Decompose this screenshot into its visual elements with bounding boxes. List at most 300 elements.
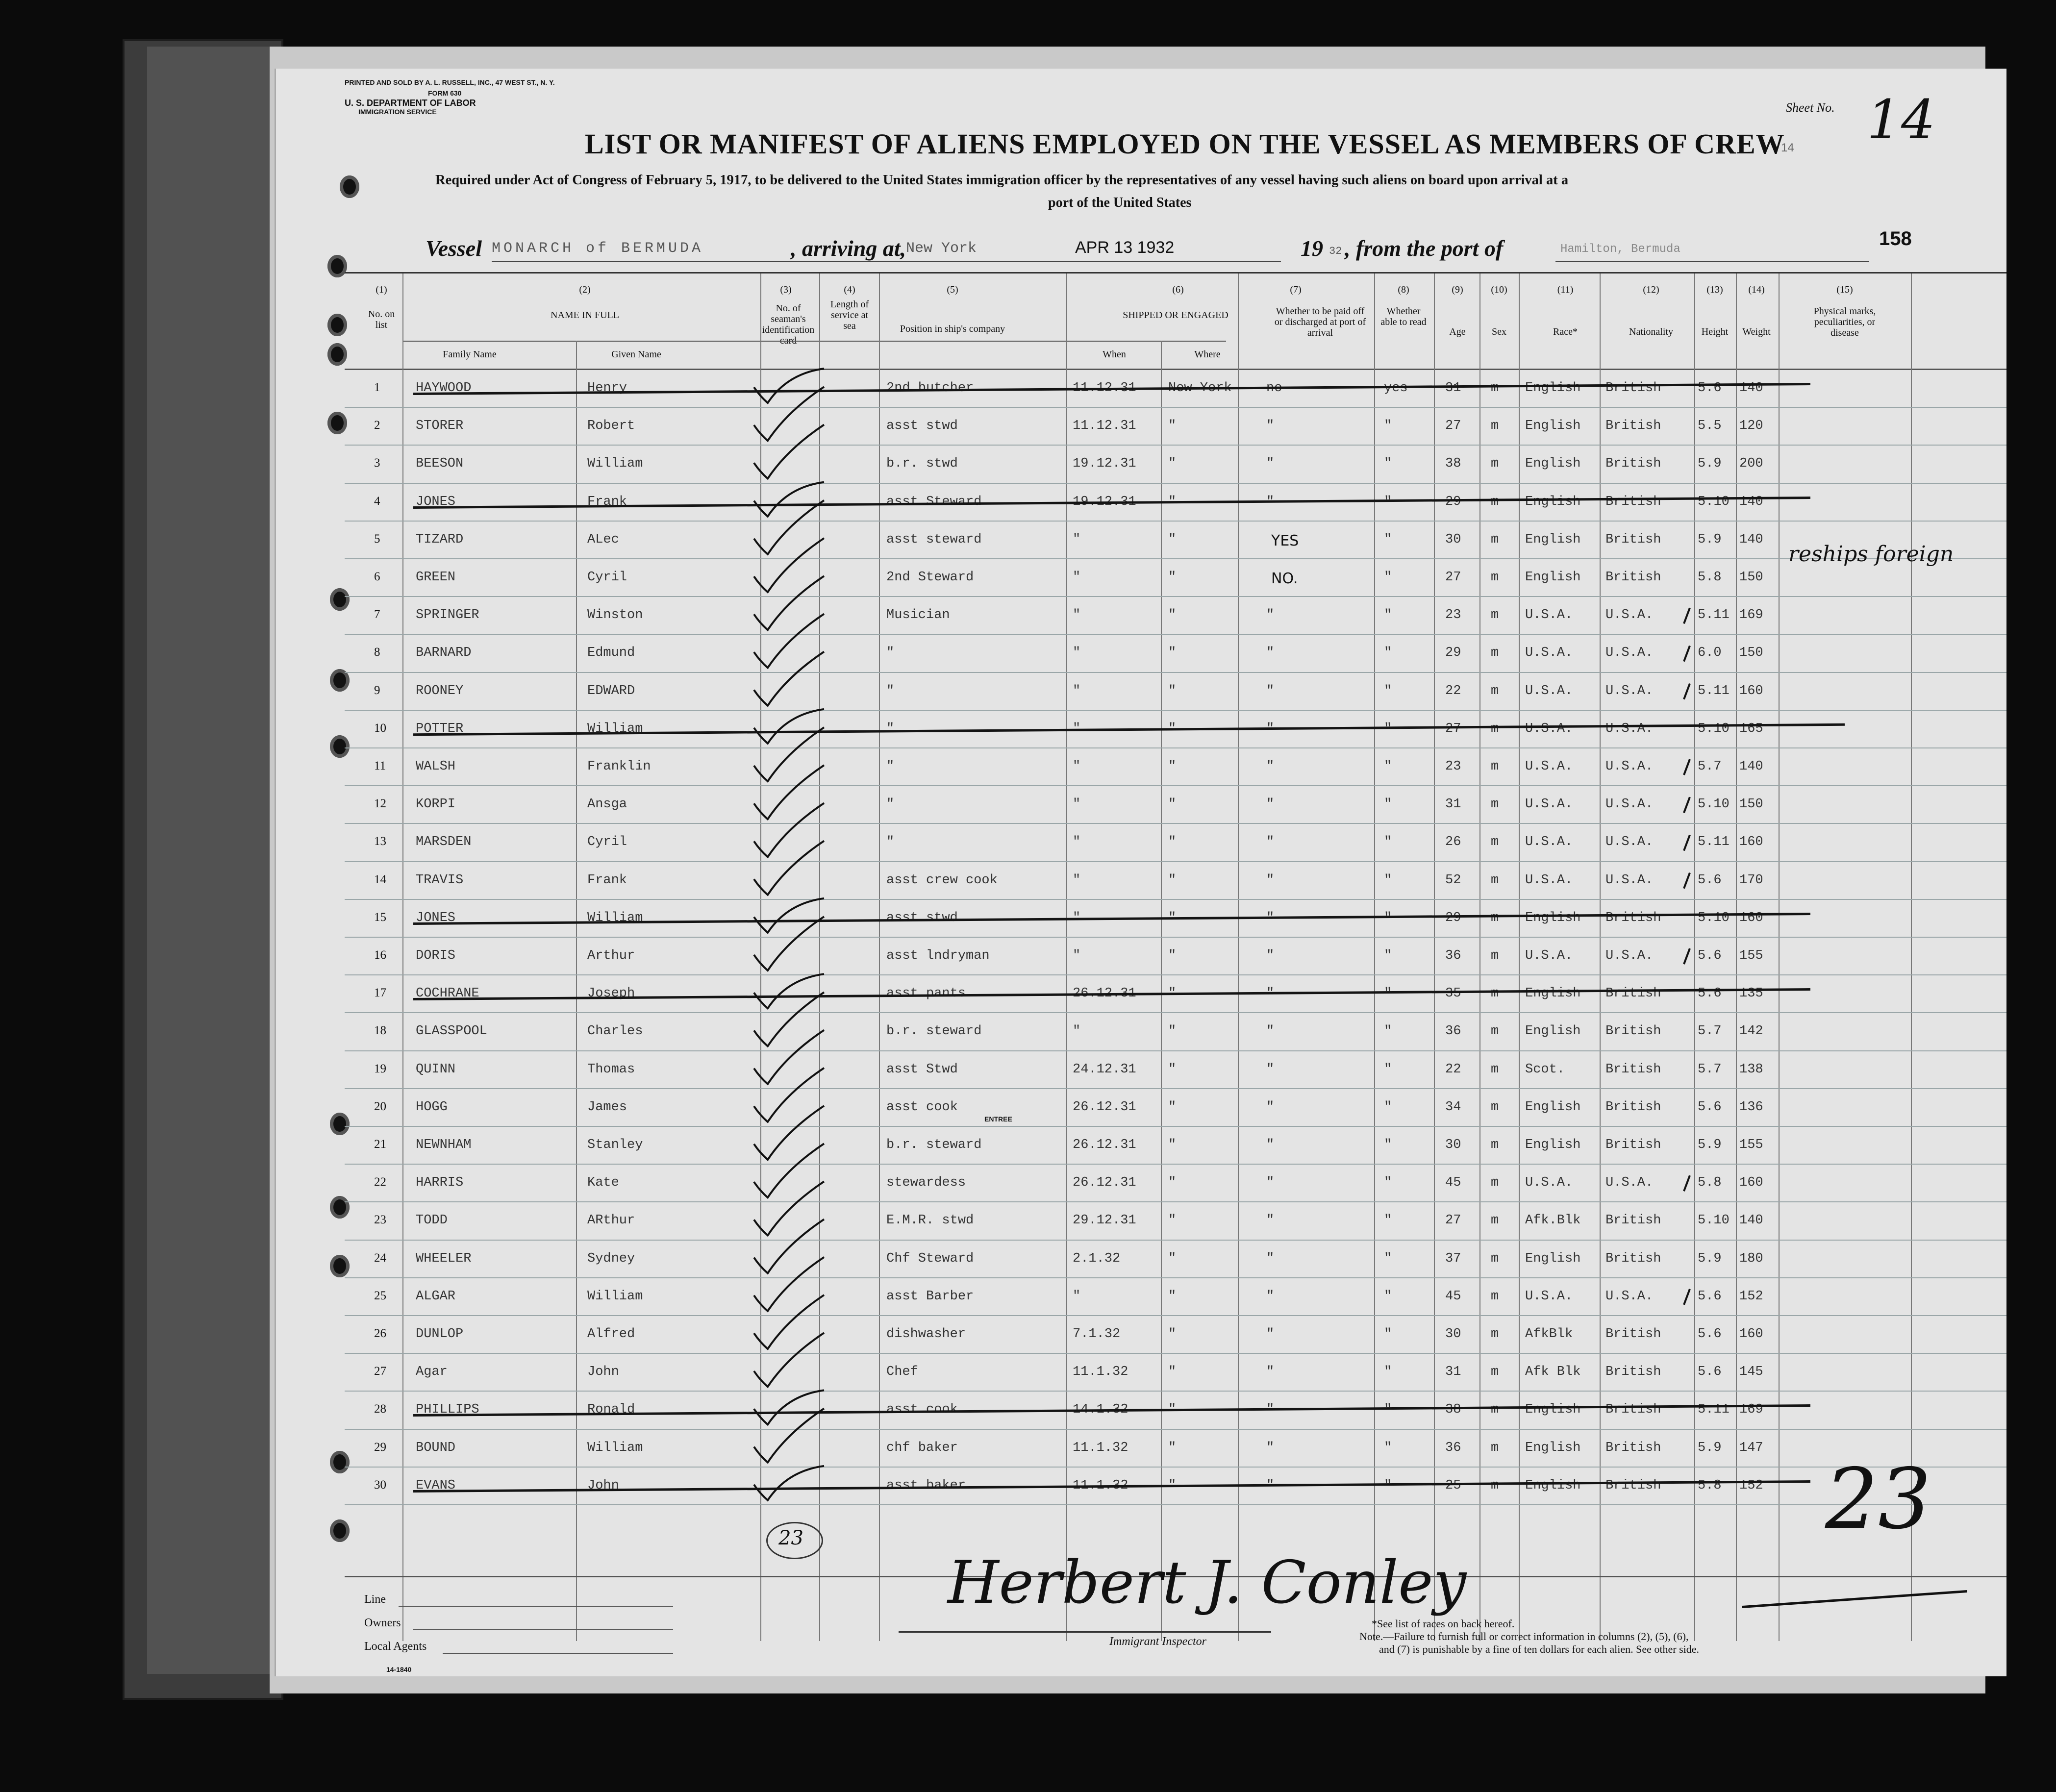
- cell-position: asst Stwd: [886, 1062, 958, 1077]
- cell-sex: m: [1491, 570, 1499, 585]
- cell-weight: 145: [1739, 1365, 1763, 1380]
- col10-number: (10): [1491, 284, 1507, 295]
- cell-where: ": [1168, 1213, 1177, 1228]
- cell-sex: m: [1491, 1062, 1499, 1077]
- cell-height: 5.9: [1698, 1251, 1722, 1266]
- cell-paid: ": [1266, 683, 1275, 698]
- cell-family: MARSDEN: [416, 835, 472, 850]
- cell-height: 5.8: [1698, 1478, 1722, 1493]
- cell-given: Frank: [587, 494, 627, 509]
- cell-when: 2.1.32: [1073, 1251, 1121, 1266]
- cell-when: ": [1073, 683, 1081, 698]
- cell-race: U.S.A.: [1525, 608, 1573, 623]
- cell-family: GREEN: [416, 570, 456, 585]
- vessel-label: Vessel: [426, 236, 482, 261]
- cell-where: ": [1168, 910, 1177, 925]
- cell-no: 6: [374, 570, 380, 583]
- cell-where: ": [1168, 1478, 1177, 1493]
- cell-given: William: [587, 1440, 643, 1455]
- cell-position: Musician: [886, 608, 950, 623]
- cell-age: 27: [1445, 1213, 1461, 1228]
- cell-nat: U.S.A.: [1605, 683, 1654, 698]
- col1-header: No. on list: [368, 309, 395, 330]
- cell-weight: 180: [1739, 1251, 1763, 1266]
- cell-no: 19: [374, 1062, 386, 1075]
- cell-height: 5.10: [1698, 721, 1730, 736]
- cell-family: HARRIS: [416, 1175, 464, 1191]
- cell-given: William: [587, 721, 643, 736]
- check-mark: [754, 1466, 824, 1500]
- cell-when: ": [1073, 1024, 1081, 1039]
- cell-height: 5.9: [1698, 532, 1722, 547]
- cell-height: 5.9: [1698, 1440, 1722, 1455]
- check-mark: [754, 841, 824, 895]
- cell-given: Kate: [587, 1175, 619, 1191]
- cell-where: ": [1168, 721, 1177, 736]
- total-count: 23: [1825, 1451, 1931, 1548]
- cell-age: 26: [1445, 835, 1461, 850]
- owners-label: Owners: [364, 1617, 401, 1629]
- cell-when: 7.1.32: [1073, 1327, 1121, 1342]
- cell-where: ": [1168, 759, 1177, 774]
- cell-nat: British: [1605, 381, 1661, 396]
- cell-read: ": [1384, 608, 1392, 623]
- cell-paid: ": [1266, 1099, 1275, 1115]
- cell-race: English: [1525, 532, 1581, 547]
- cell-given: ARthur: [587, 1213, 635, 1228]
- cell-position: ": [886, 683, 895, 698]
- cell-weight: 152: [1739, 1289, 1763, 1304]
- cell-family: BEESON: [416, 456, 464, 472]
- cell-weight: 140: [1739, 532, 1763, 547]
- cell-no: 8: [374, 646, 380, 659]
- cell-sex: m: [1491, 683, 1499, 698]
- cell-race: U.S.A.: [1525, 721, 1573, 736]
- cell-when: ": [1073, 948, 1081, 963]
- cell-race: English: [1525, 456, 1581, 472]
- cell-given: Arthur: [587, 948, 635, 963]
- entree-insert: ENTREE: [984, 1115, 1012, 1123]
- cell-paid: ": [1266, 1402, 1275, 1418]
- col2-header: NAME IN FULL: [551, 310, 619, 321]
- col7-number: (7): [1290, 284, 1302, 295]
- cell-read: ": [1384, 759, 1392, 774]
- cell-nat: British: [1605, 1440, 1661, 1455]
- cell-where: ": [1168, 1365, 1177, 1380]
- cell-when: 26.12.31: [1073, 986, 1136, 1001]
- cell-paid: ": [1266, 1251, 1275, 1266]
- cell-read: ": [1384, 456, 1392, 472]
- cell-height: 5.6: [1698, 872, 1722, 888]
- cell-position: asst lndryman: [886, 948, 990, 963]
- cell-position: ": [886, 759, 895, 774]
- cell-given: Ronald: [587, 1402, 635, 1418]
- cell-age: 45: [1445, 1175, 1461, 1191]
- cell-position: ": [886, 835, 895, 850]
- cell-given: William: [587, 456, 643, 472]
- cell-weight: 140: [1739, 759, 1763, 774]
- check-mark: [754, 917, 824, 971]
- cell-race: English: [1525, 986, 1581, 1001]
- check-mark: [754, 1409, 824, 1463]
- cell-nat: British: [1605, 1365, 1661, 1380]
- cell-height: 5.7: [1698, 759, 1722, 774]
- cell-family: BARNARD: [416, 646, 472, 661]
- cell-paid: ": [1266, 1213, 1275, 1228]
- cell-when: ": [1073, 910, 1081, 925]
- cell-given: William: [587, 910, 643, 925]
- cell-given: Robert: [587, 419, 635, 434]
- cell-paid: ": [1266, 1365, 1275, 1380]
- cell-race: U.S.A.: [1525, 872, 1573, 888]
- arriving-label: , arriving at,: [791, 236, 906, 261]
- cell-race: English: [1525, 570, 1581, 585]
- cell-when: ": [1073, 646, 1081, 661]
- cell-nat: British: [1605, 1213, 1661, 1228]
- cell-paid: ": [1266, 1175, 1275, 1191]
- tick-mark: [1684, 948, 1690, 964]
- cell-sex: m: [1491, 872, 1499, 888]
- cell-height: 5.10: [1698, 910, 1730, 925]
- cell-no: 29: [374, 1440, 386, 1454]
- cell-when: ": [1073, 721, 1081, 736]
- cell-read: ": [1384, 1213, 1392, 1228]
- cell-position: asst cook: [886, 1099, 958, 1115]
- cell-read: ": [1384, 1478, 1392, 1493]
- cell-age: 30: [1445, 1138, 1461, 1152]
- cell-given: Winston: [587, 608, 643, 623]
- required-line-1: Required under Act of Congress of February 5, 1917, to be delivered to the United States immigration officer by the representatives of any vessel having such aliens on board upon arrival at a: [435, 173, 1569, 188]
- cell-where: ": [1168, 986, 1177, 1001]
- cell-nat: British: [1605, 1024, 1661, 1039]
- cell-paid: ": [1266, 948, 1275, 963]
- cell-family: QUINN: [416, 1062, 456, 1077]
- cell-height: 5.6: [1698, 1289, 1722, 1304]
- cell-position: dishwasher: [886, 1327, 966, 1342]
- cell-height: 5.7: [1698, 1062, 1722, 1077]
- cell-when: ": [1073, 872, 1081, 888]
- cell-weight: 150: [1739, 646, 1763, 661]
- cell-family: HOGG: [416, 1099, 448, 1115]
- cell-read: ": [1384, 494, 1392, 509]
- cell-where: ": [1168, 1062, 1177, 1077]
- cell-read: ": [1384, 1327, 1392, 1342]
- cell-where: ": [1168, 683, 1177, 698]
- cell-no: 17: [374, 986, 386, 1000]
- cell-height: 5.6: [1698, 1365, 1722, 1380]
- tick-mark: [1684, 1289, 1690, 1305]
- page-title: LIST OR MANIFEST OF ALIENS EMPLOYED ON THE VESSEL AS MEMBERS OF CREW: [585, 128, 1785, 160]
- cell-no: 9: [374, 683, 380, 697]
- cell-nat: U.S.A.: [1605, 759, 1654, 774]
- cell-family: EVANS: [416, 1478, 456, 1493]
- cell-where: ": [1168, 570, 1177, 585]
- cell-family: JONES: [416, 494, 456, 509]
- cell-no: 27: [374, 1365, 386, 1378]
- cell-given: Alfred: [587, 1327, 635, 1342]
- check-mark: [754, 369, 824, 403]
- cell-when: 26.12.31: [1073, 1099, 1136, 1115]
- cell-where: ": [1168, 1327, 1177, 1342]
- cell-height: 5.10: [1698, 797, 1730, 812]
- col8-header: Whether able to read: [1380, 306, 1427, 327]
- cell-weight: 200: [1739, 456, 1763, 472]
- cell-race: U.S.A.: [1525, 948, 1573, 963]
- cell-sex: m: [1491, 419, 1499, 434]
- cell-weight: 138: [1739, 1062, 1763, 1077]
- cell-given: Thomas: [587, 1062, 635, 1077]
- cell-when: 19.12.31: [1073, 456, 1136, 472]
- col3-number: (3): [780, 284, 792, 295]
- cell-nat: U.S.A.: [1605, 797, 1654, 812]
- cell-no: 3: [374, 456, 380, 470]
- cell-read: ": [1384, 419, 1392, 434]
- col12-number: (12): [1643, 284, 1659, 295]
- check-marks: [276, 69, 2006, 1676]
- cell-height: 5.10: [1698, 1213, 1730, 1228]
- cell-race: U.S.A.: [1525, 1175, 1573, 1191]
- cell-race: English: [1525, 1099, 1581, 1115]
- cell-when: 19.12.31: [1073, 494, 1136, 509]
- cell-paid: ": [1266, 456, 1275, 472]
- check-mark: [754, 482, 824, 517]
- from-port: Hamilton, Bermuda: [1560, 243, 1680, 256]
- cell-given: Edmund: [587, 646, 635, 661]
- cell-race: English: [1525, 419, 1581, 434]
- col9-header: Age: [1449, 326, 1466, 337]
- col13-number: (13): [1706, 284, 1723, 295]
- col6-header: SHIPPED OR ENGAGED: [1123, 310, 1229, 321]
- cell-paid: ": [1266, 910, 1275, 925]
- date-stamp: APR 13 1932: [1075, 238, 1175, 257]
- cell-when: ": [1073, 570, 1081, 585]
- cell-given: James: [587, 1099, 627, 1115]
- cell-family: GLASSPOOL: [416, 1024, 487, 1039]
- cell-read: ": [1384, 1289, 1392, 1304]
- cell-sex: m: [1491, 1251, 1499, 1266]
- col6a-header: When: [1103, 349, 1126, 360]
- cell-read: ": [1384, 1024, 1392, 1039]
- cell-where: ": [1168, 456, 1177, 472]
- cell-no: 13: [374, 835, 386, 848]
- cell-age: 23: [1445, 759, 1461, 774]
- cell-race: Scot.: [1525, 1062, 1565, 1077]
- cell-sex: m: [1491, 797, 1499, 812]
- cell-read: ": [1384, 1365, 1392, 1380]
- remark-reships: reships foreign: [1788, 542, 1954, 567]
- cell-family: NEWNHAM: [416, 1138, 472, 1152]
- cell-race: English: [1525, 1440, 1581, 1455]
- cell-paid: ": [1266, 797, 1275, 812]
- cell-height: 5.6: [1698, 948, 1722, 963]
- cell-where: ": [1168, 948, 1177, 963]
- cell-when: ": [1073, 797, 1081, 812]
- cell-position: stewardess: [886, 1175, 966, 1191]
- year-suffix: 32: [1329, 245, 1342, 257]
- cell-no: 2: [374, 419, 380, 432]
- col5-number: (5): [947, 284, 958, 295]
- cell-nat: U.S.A.: [1605, 835, 1654, 850]
- cell-position: b.r. stwd: [886, 456, 958, 472]
- cell-family: HAYWOOD: [416, 381, 472, 396]
- col4-header: Length of service at sea: [830, 299, 869, 331]
- service: IMMIGRATION SERVICE: [358, 108, 437, 116]
- cell-weight: 147: [1739, 1440, 1763, 1455]
- cell-family: POTTER: [416, 721, 464, 736]
- required-line-2: port of the United States: [1048, 195, 1192, 210]
- cell-height: 5.8: [1698, 570, 1722, 585]
- form-code: 14-1840: [386, 1666, 412, 1673]
- cell-given: Ansga: [587, 797, 627, 812]
- cell-where: ": [1168, 608, 1177, 623]
- cell-nat: British: [1605, 532, 1661, 547]
- cell-nat: British: [1605, 1327, 1661, 1342]
- cell-weight: 169: [1739, 1402, 1763, 1418]
- cell-paid: YES: [1271, 532, 1299, 549]
- cell-no: 1: [374, 381, 380, 394]
- cell-weight: 150: [1739, 570, 1763, 585]
- cell-weight: 170: [1739, 872, 1763, 888]
- cell-weight: 142: [1739, 1024, 1763, 1039]
- cell-age: 25: [1445, 1478, 1461, 1493]
- cell-paid: ": [1266, 872, 1275, 888]
- cell-family: TIZARD: [416, 532, 464, 547]
- cell-nat: U.S.A.: [1605, 721, 1654, 736]
- tick-mark: [1684, 797, 1690, 813]
- cell-position: asst steward: [886, 532, 982, 547]
- check-mark: [754, 709, 824, 744]
- cell-where: ": [1168, 1402, 1177, 1418]
- cell-no: 25: [374, 1289, 386, 1302]
- cell-nat: U.S.A.: [1605, 1289, 1654, 1304]
- tick-mark: [1684, 1175, 1690, 1191]
- cell-family: STORER: [416, 419, 464, 434]
- cell-sex: m: [1491, 1478, 1499, 1493]
- cell-given: Frank: [587, 872, 627, 888]
- cell-race: Afk Blk: [1525, 1365, 1581, 1380]
- cell-when: ": [1073, 608, 1081, 623]
- cell-no: 30: [374, 1478, 386, 1492]
- cell-race: English: [1525, 381, 1581, 396]
- cell-paid: ": [1266, 1024, 1275, 1039]
- cell-no: 26: [374, 1327, 386, 1340]
- cell-nat: U.S.A.: [1605, 608, 1654, 623]
- cell-given: EDWARD: [587, 683, 635, 698]
- col13-header: Height: [1701, 326, 1729, 337]
- cell-paid: ": [1266, 1440, 1275, 1455]
- cell-age: 35: [1445, 986, 1461, 1001]
- cell-given: ALec: [587, 532, 619, 547]
- agents-label: Local Agents: [364, 1640, 427, 1653]
- year-prefix: 19: [1301, 236, 1323, 261]
- cell-read: yes: [1384, 381, 1408, 396]
- cell-nat: British: [1605, 1251, 1661, 1266]
- cell-position: ": [886, 797, 895, 812]
- cell-sex: m: [1491, 1213, 1499, 1228]
- cell-nat: British: [1605, 570, 1661, 585]
- cell-when: 24.12.31: [1073, 1062, 1136, 1077]
- cell-when: 11.12.31: [1073, 381, 1136, 396]
- cell-where: ": [1168, 1024, 1177, 1039]
- cell-position: chf baker: [886, 1440, 958, 1455]
- cell-race: English: [1525, 1024, 1581, 1039]
- cell-when: ": [1073, 759, 1081, 774]
- cell-age: 31: [1445, 797, 1461, 812]
- cell-age: 36: [1445, 948, 1461, 963]
- cell-race: English: [1525, 1138, 1581, 1152]
- cell-sex: m: [1491, 1175, 1499, 1191]
- cell-paid: NO.: [1271, 570, 1298, 587]
- cell-weight: 165: [1739, 721, 1763, 736]
- cell-nat: British: [1605, 494, 1661, 509]
- cell-sex: m: [1491, 646, 1499, 661]
- cell-weight: 140: [1739, 494, 1763, 509]
- cell-no: 15: [374, 910, 386, 924]
- check-mark: [754, 1390, 824, 1424]
- col2b-header: Given Name: [611, 349, 661, 360]
- cell-nat: U.S.A.: [1605, 1175, 1654, 1191]
- cell-paid: ": [1266, 1478, 1275, 1493]
- stamp-number: 158: [1879, 228, 1912, 249]
- cell-position: b.r. steward: [886, 1024, 982, 1039]
- races-note: *See list of races on back hereof.: [1372, 1618, 1515, 1630]
- tick-mark: [1684, 684, 1690, 699]
- cell-age: 22: [1445, 1062, 1461, 1077]
- cell-no: 12: [374, 797, 386, 811]
- tick-mark: [1684, 759, 1690, 775]
- cell-age: 27: [1445, 419, 1461, 434]
- cell-when: 26.12.31: [1073, 1175, 1136, 1191]
- cell-paid: ": [1266, 1138, 1275, 1152]
- cell-race: English: [1525, 494, 1581, 509]
- cell-paid: ": [1266, 835, 1275, 850]
- cell-sex: m: [1491, 456, 1499, 472]
- cell-when: 11.1.32: [1073, 1365, 1128, 1380]
- cell-family: TRAVIS: [416, 872, 464, 888]
- cell-read: ": [1384, 986, 1392, 1001]
- cell-nat: British: [1605, 419, 1661, 434]
- cell-sex: m: [1491, 1327, 1499, 1342]
- cell-weight: 155: [1739, 948, 1763, 963]
- cell-race: AfkBlk: [1525, 1327, 1573, 1342]
- cell-race: U.S.A.: [1525, 759, 1573, 774]
- cell-sex: m: [1491, 986, 1499, 1001]
- cell-nat: British: [1605, 1138, 1661, 1152]
- cell-no: 22: [374, 1175, 386, 1189]
- cell-family: JONES: [416, 910, 456, 925]
- cell-family: WALSH: [416, 759, 456, 774]
- col12-header: Nationality: [1629, 326, 1673, 337]
- cell-sex: m: [1491, 1099, 1499, 1115]
- col4-number: (4): [844, 284, 855, 295]
- cell-family: DUNLOP: [416, 1327, 464, 1342]
- cell-nat: British: [1605, 1478, 1661, 1493]
- cell-sex: m: [1491, 1365, 1499, 1380]
- check-mark: [754, 898, 824, 933]
- cell-age: 29: [1445, 910, 1461, 925]
- binder-spine: [147, 47, 270, 1674]
- cell-sex: m: [1491, 1024, 1499, 1039]
- col7-header: Whether to be paid off or discharged at port of arrival: [1274, 306, 1366, 338]
- col6b-header: Where: [1194, 349, 1221, 360]
- cell-family: Agar: [416, 1365, 448, 1380]
- cell-nat: British: [1605, 986, 1661, 1001]
- col9-number: (9): [1452, 284, 1463, 295]
- cell-weight: 169: [1739, 608, 1763, 623]
- cell-height: 5.11: [1698, 608, 1730, 623]
- col10-header: Sex: [1492, 326, 1506, 337]
- cell-position: ": [886, 646, 895, 661]
